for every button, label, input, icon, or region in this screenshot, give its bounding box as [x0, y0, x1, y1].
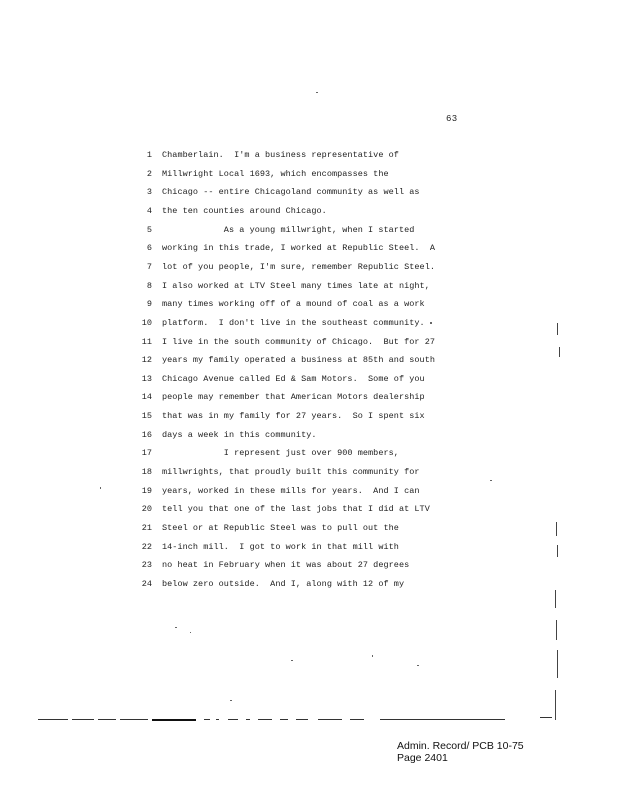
scan-mark — [559, 347, 560, 357]
line-number: 4 — [146, 206, 152, 216]
line-number: 2 — [146, 169, 152, 179]
line-number: 9 — [146, 299, 152, 309]
transcript-line: people may remember that American Motors dealership — [162, 392, 425, 402]
line-number: 8 — [146, 281, 152, 291]
scan-speck — [372, 655, 373, 657]
scan-speck — [316, 92, 318, 93]
line-number: 15 — [141, 411, 152, 421]
page-number: 63 — [446, 114, 458, 124]
admin-record-line: Admin. Record/ PCB 10-75 — [397, 740, 524, 752]
transcript-line: that was in my family for 27 years. So I spent six — [162, 411, 425, 421]
transcript-line: platform. I don't live in the southeast community. — [162, 318, 425, 328]
scan-mark — [555, 690, 556, 720]
line-number: 1 — [146, 150, 152, 160]
scan-mark — [555, 590, 556, 608]
transcript-line: the ten counties around Chicago. — [162, 206, 327, 216]
line-number: 6 — [146, 243, 152, 253]
line-number: 7 — [146, 262, 152, 272]
transcript-line: Chamberlain. I'm a business representative of — [162, 150, 399, 160]
scan-speck — [417, 665, 419, 666]
transcript-line: many times working off of a mound of coal as a work — [162, 299, 425, 309]
scan-speck — [490, 480, 492, 481]
transcript-line: Chicago Avenue called Ed & Sam Motors. Some of you — [162, 374, 425, 384]
transcript-line: below zero outside. And I, along with 12 of my — [162, 579, 405, 589]
line-number: 22 — [141, 542, 152, 552]
transcript-line: days a week in this community. — [162, 430, 317, 440]
transcript-line: Steel or at Republic Steel was to pull out the — [162, 523, 399, 533]
page-reference: Page 2401 — [397, 752, 448, 764]
line-number: 14 — [141, 392, 152, 402]
transcript-line: years, worked in these mills for years. And I can — [162, 486, 420, 496]
scan-speck — [100, 487, 101, 489]
line-number: 16 — [141, 430, 152, 440]
transcript-line: I also worked at LTV Steel many times late at night, — [162, 281, 430, 291]
scan-mark — [556, 522, 557, 536]
line-number: 19 — [141, 486, 152, 496]
scan-mark — [557, 323, 558, 335]
scan-speck — [230, 700, 232, 701]
transcript-line: years my family operated a business at 85th and south — [162, 355, 435, 365]
transcript-line: Millwright Local 1693, which encompasses the — [162, 169, 389, 179]
line-number: 13 — [141, 374, 152, 384]
admin-record-stamp — [397, 740, 524, 764]
transcript-line: I live in the south community of Chicago. But for 27 — [162, 337, 435, 347]
scan-speck — [430, 322, 432, 324]
scan-speck — [175, 627, 177, 628]
transcript-line: Chicago -- entire Chicagoland community as well as — [162, 187, 420, 197]
line-number: 5 — [146, 225, 152, 235]
transcript-line: no heat in February when it was about 27 degrees — [162, 560, 410, 570]
transcript-line: millwrights, that proudly built this community for — [162, 467, 420, 477]
scan-mark — [557, 545, 558, 557]
line-number: 20 — [141, 504, 152, 514]
line-number: 17 — [141, 448, 152, 458]
line-number: 10 — [141, 318, 152, 328]
scan-speck — [291, 660, 293, 661]
line-number: 21 — [141, 523, 152, 533]
scan-speck — [190, 632, 191, 633]
line-number: 12 — [141, 355, 152, 365]
line-number: 23 — [141, 560, 152, 570]
transcript-line: 14-inch mill. I got to work in that mill with — [162, 542, 399, 552]
transcript-line: lot of you people, I'm sure, remember Republic Steel. — [162, 262, 435, 272]
line-number: 24 — [141, 579, 152, 589]
scan-mark — [556, 620, 557, 640]
scan-mark — [557, 650, 558, 678]
transcript-line: working in this trade, I worked at Republic Steel. A — [162, 243, 435, 253]
line-number: 18 — [141, 467, 152, 477]
transcript-line: As a young millwright, when I started — [162, 225, 415, 235]
transcript-line: I represent just over 900 members, — [162, 448, 399, 458]
line-number: 11 — [141, 337, 152, 347]
line-number: 3 — [146, 187, 152, 197]
transcript-line: tell you that one of the last jobs that I did at LTV — [162, 504, 430, 514]
